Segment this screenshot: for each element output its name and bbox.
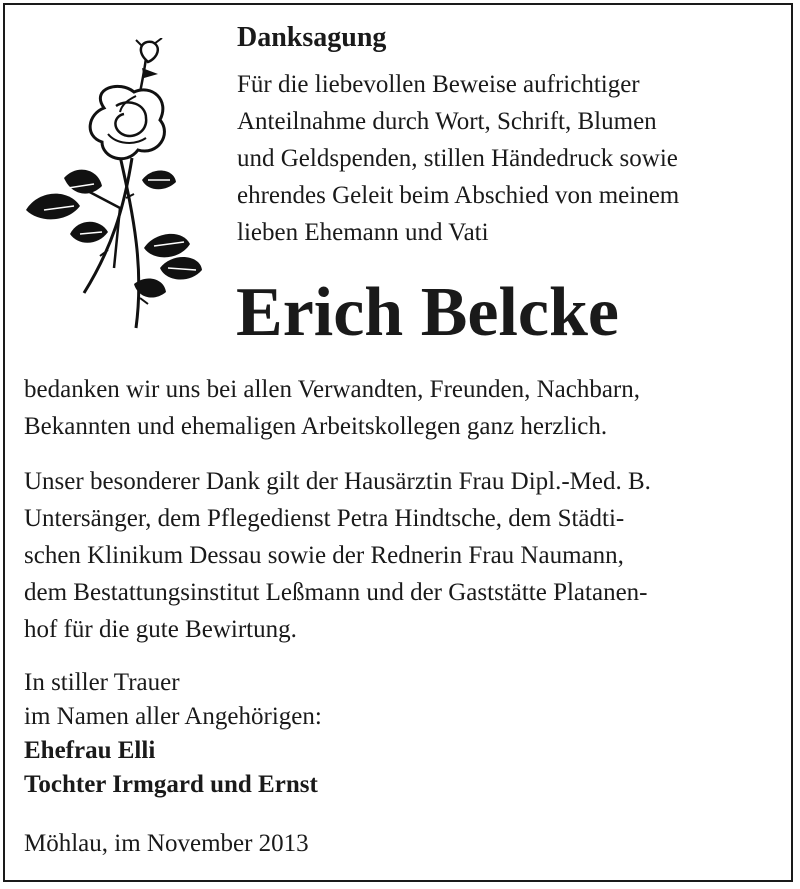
thanks-line: Bekannten und ehemaligen Arbeitskollegen ganz herzlich. (24, 413, 608, 440)
deceased-name: Erich Belcke (236, 274, 619, 351)
special-thanks-paragraph (24, 463, 784, 648)
heading-title: Danksagung (237, 22, 387, 53)
intro-line: lieben Ehemann und Vati (237, 219, 489, 246)
signatory-daughter: Tochter Irmgard und Ernst (24, 771, 318, 798)
intro-text (237, 66, 777, 251)
intro-line: und Geldspenden, stillen Händedruck sowie (237, 145, 678, 172)
place-date: Möhlau, im November 2013 (24, 830, 309, 857)
signature-block (24, 666, 322, 802)
rose-icon (24, 38, 204, 330)
special-thanks-line: Unser besonderer Dank gilt der Hausärztin Frau Dipl.-Med. B. (24, 468, 651, 495)
intro-line: Anteilnahme durch Wort, Schrift, Blumen (237, 108, 657, 135)
special-thanks-line: hof für die gute Bewirtung. (24, 616, 297, 643)
family-line: im Namen aller Angehörigen: (24, 703, 322, 730)
mourning-line: In stiller Trauer (24, 669, 180, 696)
intro-line: ehrendes Geleit beim Abschied von meinem (237, 182, 680, 209)
special-thanks-line: schen Klinikum Dessau sowie der Rednerin Frau Naumann, (24, 542, 624, 569)
intro-line: Für die liebevollen Beweise aufrichtiger (237, 71, 640, 98)
special-thanks-line: Untersänger, dem Pflegedienst Petra Hindtsche, dem Städti- (24, 505, 625, 532)
thanks-paragraph (24, 371, 784, 445)
thanks-line: bedanken wir uns bei allen Verwandten, Freunden, Nachbarn, (24, 376, 641, 403)
signatory-wife: Ehefrau Elli (24, 737, 156, 764)
special-thanks-line: dem Bestattungsinstitut Leßmann und der Gaststätte Platanen- (24, 579, 648, 606)
